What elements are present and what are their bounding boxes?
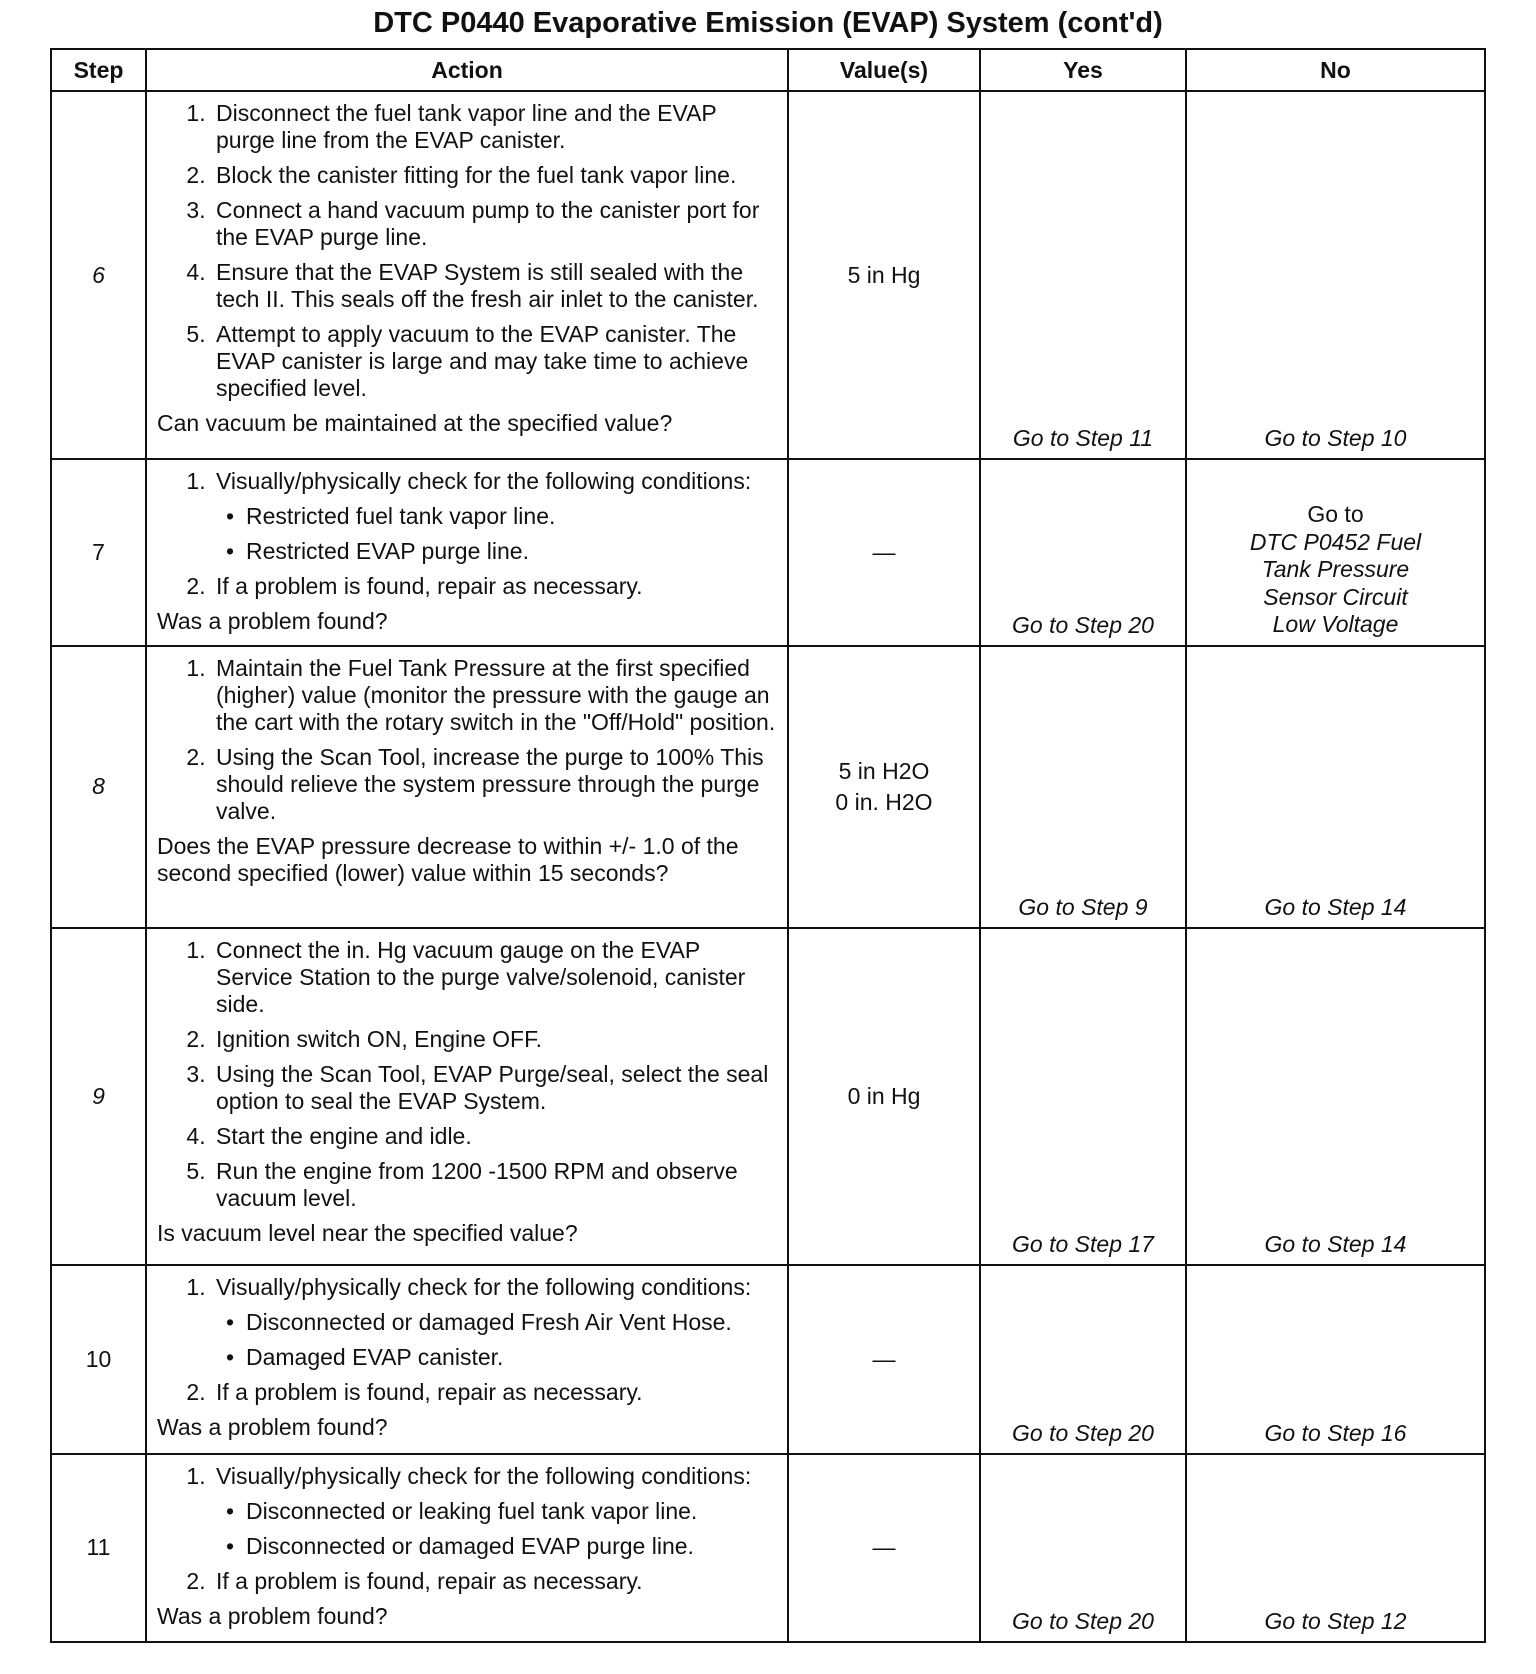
action-item: 5. Attempt to apply vacuum to the EVAP canister. The EVAP canister is large and may take time to achieve specified level. xyxy=(212,321,777,402)
value-text: 0 in Hg xyxy=(847,1082,921,1109)
column-header-no: No xyxy=(1186,49,1485,91)
value-text: — xyxy=(872,1534,896,1561)
yes-cell: Go to Step 17 xyxy=(980,928,1186,1266)
action-item: 5. Run the engine from 1200 -1500 RPM and observe vacuum level. xyxy=(212,1158,777,1212)
action-item: 4. Ensure that the EVAP System is still sealed with the tech II. This seals off the fresh air inlet to the canister. xyxy=(212,259,777,313)
step-number: 7 xyxy=(51,459,146,645)
action-item: 4. Start the engine and idle. xyxy=(212,1123,777,1150)
yes-cell: Go to Step 20 xyxy=(980,1454,1186,1642)
step-number: 9 xyxy=(51,928,146,1266)
action-cell xyxy=(146,1454,788,1642)
no-cell-line: Tank Pressure xyxy=(1261,556,1410,583)
action-item-text: Visually/physically check for the following conditions: xyxy=(216,1462,752,1489)
value-text: 5 in H2O xyxy=(838,757,930,784)
value-cell xyxy=(788,646,980,928)
column-header-action: Action xyxy=(146,49,788,91)
value-text: — xyxy=(872,539,896,566)
action-item: 3. Using the Scan Tool, EVAP Purge/seal, select the seal option to seal the EVAP System. xyxy=(212,1061,777,1115)
table-row xyxy=(51,1454,1485,1642)
action-item: 2. Ignition switch ON, Engine OFF. xyxy=(212,1026,777,1053)
action-list xyxy=(157,655,777,825)
action-item: 3. Connect a hand vacuum pump to the canister port for the EVAP purge line. xyxy=(212,197,777,251)
table-row xyxy=(51,91,1485,459)
column-header-yes: Yes xyxy=(980,49,1186,91)
action-list xyxy=(157,1274,777,1406)
value-cell xyxy=(788,1454,980,1642)
table-row xyxy=(51,646,1485,928)
no-cell xyxy=(1186,459,1485,645)
yes-cell: Go to Step 20 xyxy=(980,1265,1186,1453)
action-item: 2. Block the canister fitting for the fuel tank vapor line. xyxy=(212,162,777,189)
action-item xyxy=(212,468,777,565)
condition-item: • Disconnected or damaged Fresh Air Vent Hose. xyxy=(222,1309,777,1336)
no-cell: Go to Step 16 xyxy=(1186,1265,1485,1453)
diagnostic-table xyxy=(50,48,1486,1643)
step-number: 6 xyxy=(51,91,146,459)
no-cell-line: DTC P0452 Fuel xyxy=(1249,528,1422,555)
column-header-values: Value(s) xyxy=(788,49,980,91)
action-item: 1. Disconnect the fuel tank vapor line and the EVAP purge line from the EVAP canister. xyxy=(212,100,777,154)
action-cell xyxy=(146,459,788,645)
action-item: 1. Connect the in. Hg vacuum gauge on the EVAP Service Station to the purge valve/solenoid, canister side. xyxy=(212,937,777,1018)
value-text: 5 in Hg xyxy=(847,261,921,288)
action-item: 2. If a problem is found, repair as necessary. xyxy=(212,1568,777,1595)
no-cell: Go to Step 12 xyxy=(1186,1454,1485,1642)
no-cell: Go to Step 14 xyxy=(1186,646,1485,928)
yes-cell: Go to Step 11 xyxy=(980,91,1186,459)
value-cell xyxy=(788,1265,980,1453)
value-cell xyxy=(788,928,980,1266)
condition-list xyxy=(216,1498,777,1560)
action-question: Does the EVAP pressure decrease to within +/- 1.0 of the second specified (lower) value within 15 seconds? xyxy=(157,832,739,886)
condition-item: • Restricted fuel tank vapor line. xyxy=(222,503,777,530)
no-cell-line: Sensor Circuit xyxy=(1263,583,1408,610)
step-number: 8 xyxy=(51,646,146,928)
action-list xyxy=(157,937,777,1212)
action-item: 2. Using the Scan Tool, increase the purge to 100% This should relieve the system pressure through the purge valve. xyxy=(212,744,777,825)
condition-item: • Disconnected or leaking fuel tank vapor line. xyxy=(222,1498,777,1525)
action-cell xyxy=(146,91,788,459)
action-item-text: Visually/physically check for the following conditions: xyxy=(216,468,752,495)
table-row xyxy=(51,1265,1485,1453)
no-cell-prefix: Go to xyxy=(1307,501,1364,528)
action-item: 2. If a problem is found, repair as necessary. xyxy=(212,1379,777,1406)
action-question: Is vacuum level near the specified value? xyxy=(157,1219,578,1246)
no-cell: Go to Step 14 xyxy=(1186,928,1485,1266)
condition-item: • Damaged EVAP canister. xyxy=(222,1344,777,1371)
action-item: 1. Maintain the Fuel Tank Pressure at the first specified (higher) value (monitor the pressure with the gauge an the cart with the rotary switch in the "Off/Hold" position. xyxy=(212,655,777,736)
value-cell xyxy=(788,91,980,459)
no-cell-line: Low Voltage xyxy=(1272,611,1399,638)
condition-list xyxy=(216,503,777,565)
table-row xyxy=(51,459,1485,645)
condition-item: • Restricted EVAP purge line. xyxy=(222,538,777,565)
value-text: 0 in. H2O xyxy=(835,788,933,815)
yes-cell: Go to Step 20 xyxy=(980,459,1186,645)
value-text: — xyxy=(872,1346,896,1373)
action-list xyxy=(157,100,777,402)
action-question: Can vacuum be maintained at the specified value? xyxy=(157,410,673,436)
column-header-step: Step xyxy=(51,49,146,91)
step-number: 10 xyxy=(51,1265,146,1453)
header-row xyxy=(51,49,1485,91)
table-row xyxy=(51,928,1485,1266)
condition-item: • Disconnected or damaged EVAP purge line. xyxy=(222,1533,777,1560)
action-cell xyxy=(146,646,788,928)
no-cell: Go to Step 10 xyxy=(1186,91,1485,459)
action-item: 2. If a problem is found, repair as necessary. xyxy=(212,573,777,600)
action-item xyxy=(212,1274,777,1371)
action-list xyxy=(157,468,777,600)
yes-cell: Go to Step 9 xyxy=(980,646,1186,928)
condition-list xyxy=(216,1309,777,1371)
page-title: DTC P0440 Evaporative Emission (EVAP) System (cont'd) xyxy=(373,7,1163,39)
value-cell xyxy=(788,459,980,645)
step-number: 11 xyxy=(51,1454,146,1642)
action-cell xyxy=(146,928,788,1266)
action-item xyxy=(212,1463,777,1560)
action-item-text: Visually/physically check for the following conditions: xyxy=(216,1274,752,1301)
action-cell xyxy=(146,1265,788,1453)
action-question: Was a problem found? xyxy=(157,1602,388,1629)
action-list xyxy=(157,1463,777,1595)
action-question: Was a problem found? xyxy=(157,608,388,635)
action-question: Was a problem found? xyxy=(157,1414,388,1441)
